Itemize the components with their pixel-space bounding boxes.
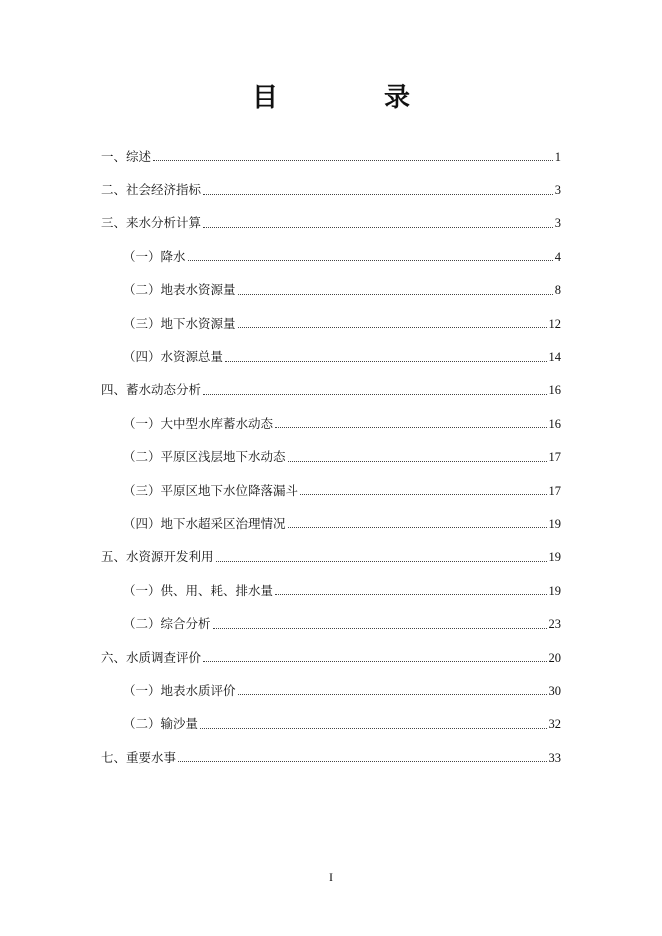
toc-leader-dots	[188, 260, 553, 261]
toc-entry-label: 一、综述	[101, 148, 152, 164]
toc-entry-label: （四）地下水超采区治理情况	[123, 515, 286, 531]
toc-leader-dots	[216, 561, 547, 562]
toc-entry-page: 32	[548, 717, 561, 732]
toc-leader-dots	[238, 327, 547, 328]
toc-entry-label: （二）平原区浅层地下水动态	[123, 449, 286, 465]
toc-entry[interactable]	[101, 340, 561, 373]
toc-leader-dots	[275, 427, 546, 428]
toc-entry-label: 四、蓄水动态分析	[101, 382, 202, 398]
toc-entry-page: 3	[554, 183, 561, 198]
toc-entry-page: 19	[548, 583, 561, 598]
toc-leader-dots	[203, 661, 546, 662]
toc-entry-page: 17	[548, 450, 561, 465]
toc-leader-dots	[178, 761, 546, 762]
toc-entry[interactable]	[101, 374, 561, 407]
toc-entry-label: （三）平原区地下水位降落漏斗	[123, 482, 299, 498]
toc-entry-page: 3	[554, 216, 561, 231]
toc-entry[interactable]	[101, 441, 561, 474]
toc-entry-page: 20	[548, 650, 561, 665]
toc-entry-page: 1	[554, 149, 561, 164]
toc-entry-label: （二）地表水资源量	[123, 282, 236, 298]
toc-entry-page: 19	[548, 516, 561, 531]
toc-entry[interactable]	[101, 307, 561, 340]
toc-entry-label: （三）地下水资源量	[123, 315, 236, 331]
toc-entry-page: 30	[548, 683, 561, 698]
toc-entry[interactable]	[101, 207, 561, 240]
toc-entry-page: 4	[554, 249, 561, 264]
toc-entry-page: 23	[548, 617, 561, 632]
toc-entry-label: 七、重要水事	[101, 749, 177, 765]
toc-entry[interactable]	[101, 140, 561, 173]
toc-leader-dots	[238, 294, 553, 295]
page-number: I	[329, 870, 333, 884]
toc-entry-label: 五、水资源开发利用	[101, 549, 214, 565]
toc-entry[interactable]	[101, 541, 561, 574]
toc-entry[interactable]	[101, 474, 561, 507]
toc-entry[interactable]	[101, 274, 561, 307]
toc-entry-label: 六、水质调查评价	[101, 649, 202, 665]
toc-leader-dots	[275, 594, 546, 595]
toc-entry-label: （四）水资源总量	[123, 349, 224, 365]
toc-entry-page: 33	[548, 750, 561, 765]
toc-entry[interactable]	[101, 240, 561, 273]
toc-leader-dots	[200, 728, 546, 729]
toc-leader-dots	[153, 160, 553, 161]
toc-entry[interactable]	[101, 741, 561, 774]
toc-entry[interactable]	[101, 574, 561, 607]
toc-entry[interactable]	[101, 674, 561, 707]
toc-leader-dots	[203, 194, 553, 195]
toc-entry-label: 二、社会经济指标	[101, 182, 202, 198]
toc-entry[interactable]	[101, 173, 561, 206]
toc-entry-label: （一）供、用、耗、排水量	[123, 582, 274, 598]
toc-entry-page: 12	[548, 316, 561, 331]
toc-entry-page: 16	[548, 416, 561, 431]
toc-entry-page: 16	[548, 383, 561, 398]
toc-leader-dots	[203, 227, 553, 228]
toc-leader-dots	[288, 461, 547, 462]
toc-entry-label: （一）降水	[123, 248, 186, 264]
toc-entry-label: （二）输沙量	[123, 716, 199, 732]
toc-entry[interactable]	[101, 507, 561, 540]
toc-entry-page: 8	[554, 283, 561, 298]
toc-entry-page: 14	[548, 350, 561, 365]
toc-entry[interactable]	[101, 407, 561, 440]
toc-entry-page: 19	[548, 550, 561, 565]
toc-entry-page: 17	[548, 483, 561, 498]
toc-entry-label: （二）综合分析	[123, 616, 211, 632]
toc-entry-label: （一）地表水质评价	[123, 682, 236, 698]
toc-leader-dots	[288, 527, 547, 528]
toc-entry[interactable]	[101, 641, 561, 674]
toc-leader-dots	[213, 628, 547, 629]
toc-leader-dots	[225, 361, 546, 362]
toc-entry[interactable]	[101, 708, 561, 741]
toc-entry-label: 三、来水分析计算	[101, 215, 202, 231]
page-title: 目 录	[251, 83, 450, 113]
toc-leader-dots	[203, 394, 546, 395]
toc-leader-dots	[238, 694, 547, 695]
toc-entry[interactable]	[101, 607, 561, 640]
toc-entry-label: （一）大中型水库蓄水动态	[123, 415, 274, 431]
toc-leader-dots	[300, 494, 546, 495]
table-of-contents	[101, 140, 561, 774]
